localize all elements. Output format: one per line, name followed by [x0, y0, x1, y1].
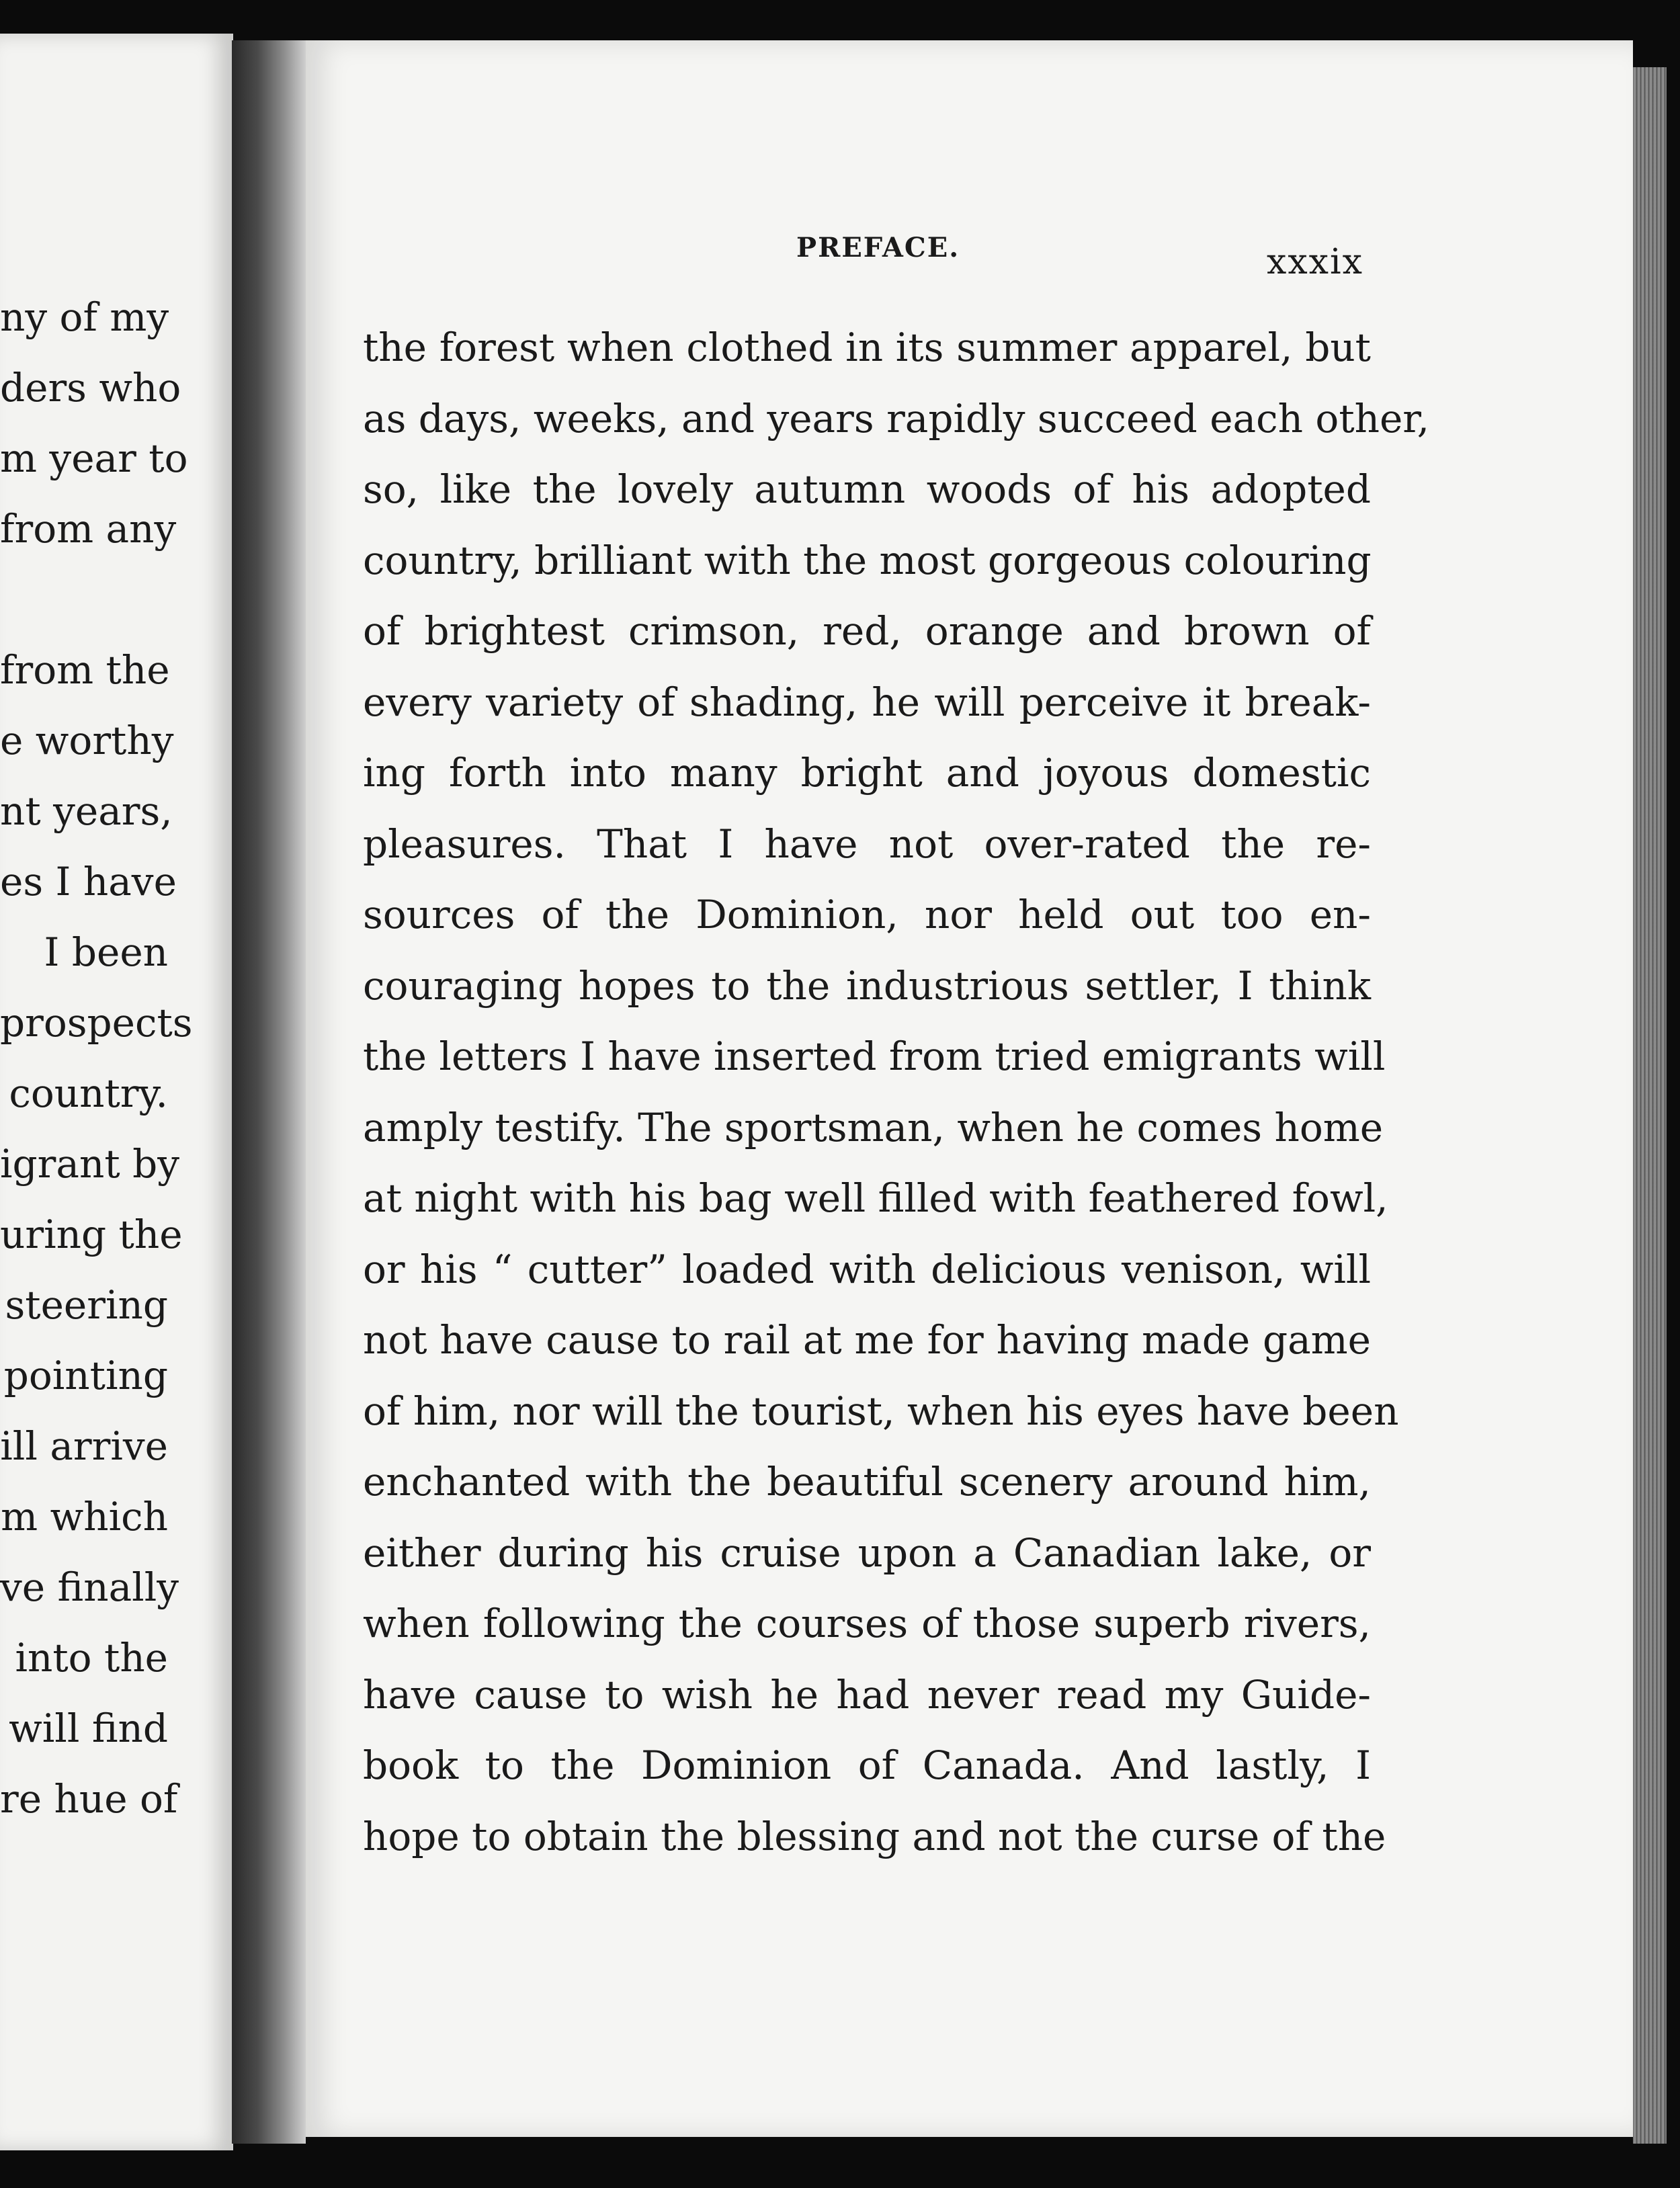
left-line: ve finally [0, 1564, 179, 1610]
text-line: the forest when clothed in its summer apparel, but [363, 325, 1371, 370]
text-line: every variety of shading, he will perceive it break- [363, 679, 1371, 725]
text-line: pleasures. That I have not over-rated the re- [363, 820, 1371, 867]
text-line: country, brilliant with the most gorgeous colouring [363, 537, 1372, 583]
running-head: PREFACE. [796, 232, 960, 263]
left-line: pointing [3, 1353, 168, 1398]
left-line: prospects [0, 1000, 193, 1046]
text-line: of brightest crimson, red, orange and brown of [363, 608, 1371, 654]
page-number: xxxix [1267, 242, 1363, 282]
text-line: so, like the lovely autumn woods of his adopted [363, 466, 1371, 512]
text-line: not have cause to rail at me for having made game [363, 1317, 1371, 1363]
left-line: e worthy [0, 718, 174, 763]
text-line: book to the Dominion of Canada. And lastly, I [363, 1742, 1371, 1788]
left-line: re hue of [0, 1776, 178, 1822]
text-line: of him, nor will the tourist, when his eyes have been [363, 1388, 1399, 1434]
text-line: when following the courses of those superb rivers, [363, 1601, 1371, 1646]
text-line: at night with his bag well filled with feathered fowl, [363, 1175, 1388, 1221]
left-line: I been [44, 929, 168, 975]
left-line: nt years, [0, 788, 173, 834]
left-line: from the [0, 647, 170, 693]
page-edges [1633, 67, 1667, 2144]
left-line: m year to [0, 435, 188, 481]
left-line: igrant by [0, 1141, 179, 1187]
left-line: steering [5, 1282, 168, 1328]
text-line: hope to obtain the blessing and not the curse of the [363, 1813, 1386, 1859]
text-line: the letters I have inserted from tried emigrants will [363, 1034, 1386, 1079]
left-line: will find [9, 1706, 168, 1751]
text-line: have cause to wish he had never read my Guide- [363, 1671, 1371, 1718]
text-line: as days, weeks, and years rapidly succeed each other, [363, 395, 1430, 441]
book-gutter [232, 40, 306, 2144]
left-line-gap [0, 564, 168, 635]
left-line: country. [9, 1070, 168, 1116]
text-line: ing forth into many bright and joyous domestic [363, 750, 1371, 796]
text-line: enchanted with the beautiful scenery around him, [363, 1459, 1371, 1505]
left-page-text [0, 282, 193, 1835]
left-line: uring the [0, 1212, 183, 1257]
text-line: either during his cruise upon a Canadian lake, or [363, 1529, 1371, 1576]
left-line: ny of my [0, 294, 169, 340]
body-text [363, 312, 1430, 1872]
left-line: into the [15, 1635, 168, 1681]
left-line: ill arrive [0, 1423, 168, 1469]
left-line: m which [1, 1494, 168, 1540]
text-line: or his “ cutter” loaded with delicious venison, will [363, 1246, 1371, 1292]
left-line: from any [0, 506, 177, 552]
text-line: amply testify. The sportsman, when he comes home [363, 1104, 1384, 1150]
text-line: sources of the Dominion, nor held out too en- [363, 892, 1371, 937]
left-line: es I have [0, 859, 177, 904]
text-line: couraging hopes to the industrious settler, I think [363, 962, 1371, 1009]
left-line: ders who [0, 365, 181, 411]
